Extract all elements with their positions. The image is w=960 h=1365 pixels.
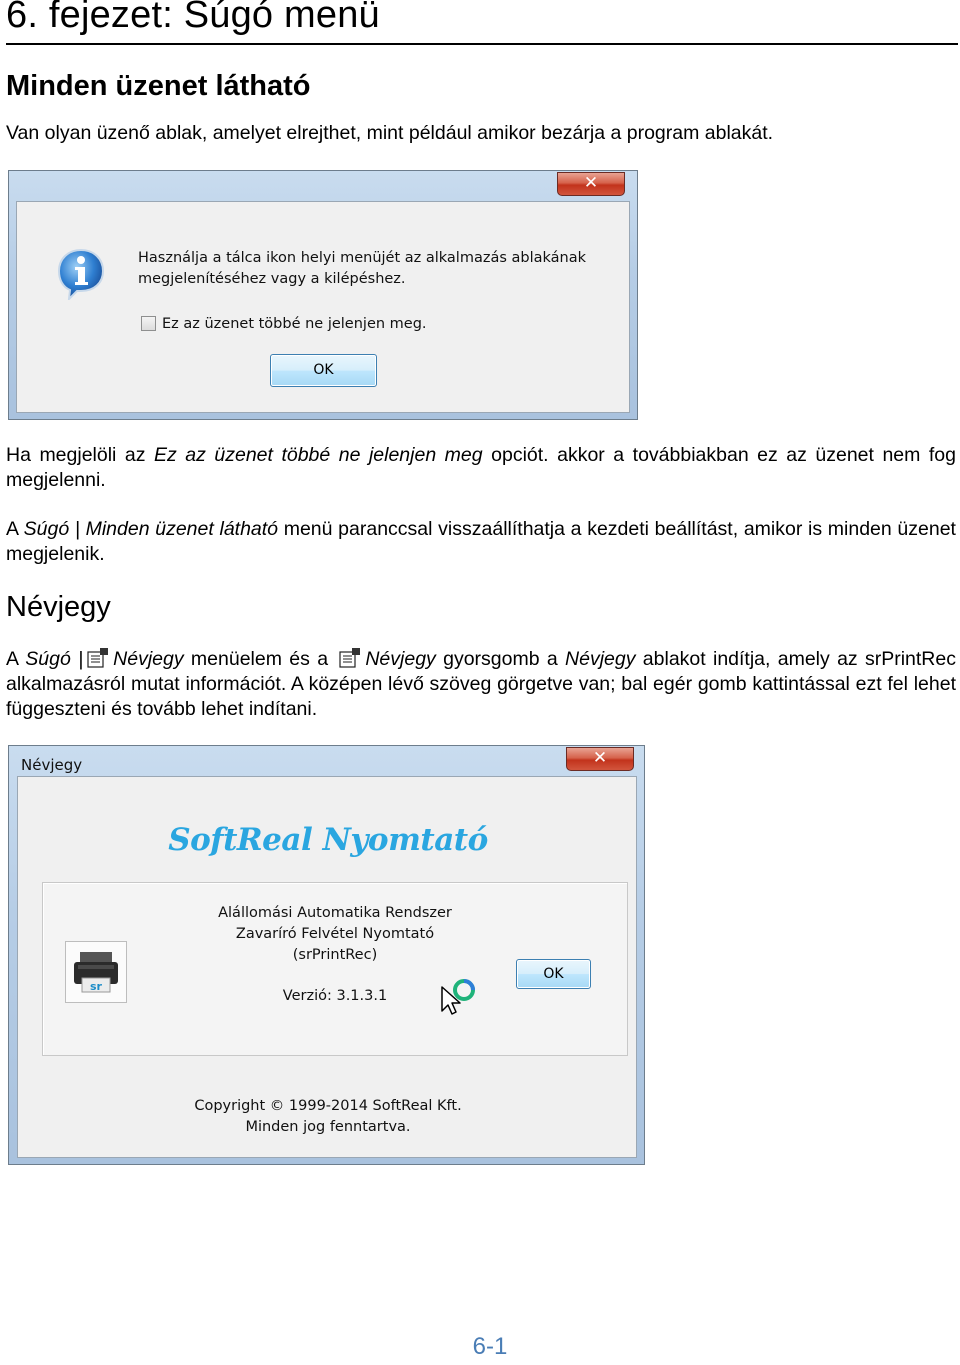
busy-cursor-icon xyxy=(439,975,483,1019)
scrolling-info-panel[interactable] xyxy=(42,882,628,1056)
text-run: ablakot indítja, amely az srPrintRec alkalmazásról mutat információt. A középen lévő szöveg görgetve van; bal egér gomb kattintással ezt fel lehet függeszteni és tovább lehet indítani. xyxy=(6,648,956,720)
dont-show-again-checkbox[interactable] xyxy=(141,316,156,331)
page-number: 6-1 xyxy=(472,1333,508,1360)
text-run-italic: Névjegy xyxy=(365,648,436,670)
chapter-rule xyxy=(6,43,958,45)
section-heading-nevjegy: Névjegy xyxy=(6,591,111,623)
about-dialog-client xyxy=(17,776,637,1158)
text-run: menüelem és a xyxy=(183,648,336,670)
paragraph-menu-command xyxy=(6,517,956,567)
text-run-italic: Névjegy xyxy=(565,648,636,670)
text-run: A xyxy=(6,518,24,540)
close-button[interactable]: ✕ xyxy=(566,747,634,771)
section1-intro: Van olyan üzenő ablak, amelyet elrejthet, mint például amikor bezárja a program ablakát. xyxy=(6,122,774,144)
info-dialog xyxy=(8,170,638,420)
text-run-italic: Ez az üzenet többé ne jelenjen meg xyxy=(154,444,483,466)
copyright-line2: Minden jog fenntartva. xyxy=(245,1119,411,1135)
info-line3: (srPrintRec) xyxy=(292,947,378,963)
info-line1: Alállomási Automatika Rendszer xyxy=(218,905,452,921)
info-line2: Zavaríró Felvétel Nyomtató xyxy=(235,926,435,942)
printer-label: sr xyxy=(90,980,102,993)
about-dialog xyxy=(8,745,645,1165)
about-toolbar-icon xyxy=(339,648,361,668)
about-dialog-title: Névjegy xyxy=(21,756,83,774)
text-run: A xyxy=(6,648,26,670)
text-run: gyorsgomb a xyxy=(435,648,566,670)
section-heading-minden-uzenet: Minden üzenet látható xyxy=(6,70,311,102)
info-icon xyxy=(57,248,105,300)
info-dialog-client xyxy=(16,201,630,413)
chapter-title: 6. fejezet: Súgó menü xyxy=(6,0,380,36)
text-run: menü paranccsal visszaállíthatja a kezdeti beállítást, amikor is minden üzenet megjelenik. xyxy=(6,518,956,565)
paragraph-checkbox-explained xyxy=(6,443,956,493)
ok-button[interactable]: OK xyxy=(516,959,591,989)
dialog-message-line1: Használja a tálca ikon helyi menüjét az alkalmazás ablakának xyxy=(138,250,586,266)
paragraph-about xyxy=(6,647,956,722)
text-run: Ha megjelöli az xyxy=(6,444,155,466)
ok-button[interactable]: OK xyxy=(270,354,377,387)
copyright-line1: Copyright © 1999-2014 SoftReal Kft. xyxy=(194,1098,462,1114)
text-run-italic: Súgó | Minden üzenet látható xyxy=(23,518,279,540)
dont-show-again-label: Ez az üzenet többé ne jelenjen meg. xyxy=(162,316,427,332)
text-run-italic: Súgó | xyxy=(25,648,84,670)
version-text: Verzió: 3.1.3.1 xyxy=(282,988,388,1004)
dialog-message-line2: megjelenítéséhez vagy a kilépéshez. xyxy=(138,271,406,287)
text-run-italic: Névjegy xyxy=(113,648,184,670)
about-menu-icon xyxy=(87,648,109,668)
text-run: opciót. akkor a továbbiakban ez az üzenet nem fog megjelenni. xyxy=(6,444,956,491)
close-button[interactable]: ✕ xyxy=(557,172,625,196)
brand-logo: SoftReal Nyomtató xyxy=(168,822,488,858)
